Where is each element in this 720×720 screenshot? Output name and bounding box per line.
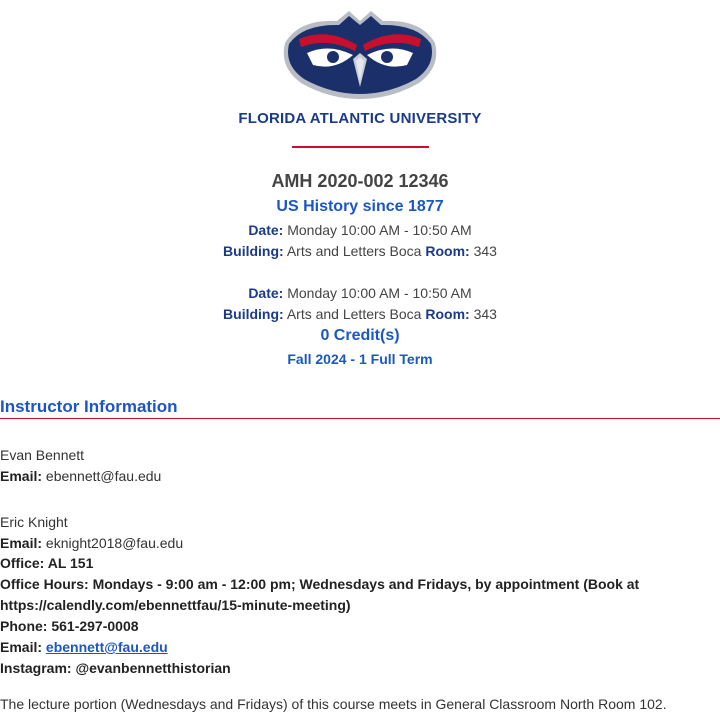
room-value: 343 — [473, 243, 497, 259]
meeting-1-date — [0, 222, 720, 238]
phone-number: Phone: 561-297-0008 — [0, 618, 139, 634]
date-value: Monday 10:00 AM - 10:50 AM — [287, 222, 472, 238]
title-divider — [292, 146, 429, 148]
course-credits: 0 Credit(s) — [320, 327, 400, 344]
instructor-1-name: Evan Bennett — [0, 447, 85, 463]
building-value: Arts and Letters Boca — [286, 243, 422, 259]
instructor-section-heading: Instructor Information — [0, 397, 178, 416]
instructor-1-email — [0, 468, 161, 484]
meeting-1-location — [0, 243, 720, 259]
instructor-2-name: Eric Knight — [0, 514, 68, 530]
instructor-2-email — [0, 535, 183, 551]
email-label: Email: — [0, 468, 43, 484]
instagram-handle: Instagram: @evanbennetthistorian — [0, 660, 231, 676]
email-label: Email: — [0, 535, 43, 551]
university-logo — [0, 7, 720, 101]
section-divider — [0, 418, 720, 419]
email-link[interactable]: ebennett@fau.edu — [45, 639, 168, 655]
owl-logo-icon — [279, 7, 441, 101]
room-label: Room: — [425, 306, 470, 322]
building-label: Building: — [223, 243, 284, 259]
date-label: Date: — [248, 222, 284, 238]
building-value: Arts and Letters Boca — [286, 306, 422, 322]
course-term: Fall 2024 - 1 Full Term — [287, 351, 433, 367]
course-title: US History since 1877 — [276, 198, 444, 215]
university-name: FLORIDA ATLANTIC UNIVERSITY — [238, 110, 482, 127]
date-label: Date: — [248, 285, 284, 301]
building-label: Building: — [223, 306, 284, 322]
contact-email — [0, 637, 660, 658]
room-label: Room: — [425, 243, 470, 259]
email-value: ebennett@fau.edu — [45, 468, 162, 484]
office-hours: Office Hours: Mondays - 9:00 am - 12:00 pm; Wednesdays and Fridays, by appointment (Book at https://calendly.com/ebennettfau/15-minute-meeting) — [0, 576, 640, 613]
email-value: eknight2018@fau.edu — [45, 535, 184, 551]
meeting-2-date — [0, 285, 720, 301]
course-code: AMH 2020-002 12346 — [271, 171, 449, 191]
lecture-note: The lecture portion (Wednesdays and Fridays) of this course meets in General Classroom North Room 102. — [0, 696, 667, 712]
meeting-2-location — [0, 306, 720, 322]
office-location: Office: AL 151 — [0, 555, 94, 571]
room-value: 343 — [473, 306, 497, 322]
date-value: Monday 10:00 AM - 10:50 AM — [287, 285, 472, 301]
email-label: Email: — [0, 639, 43, 655]
